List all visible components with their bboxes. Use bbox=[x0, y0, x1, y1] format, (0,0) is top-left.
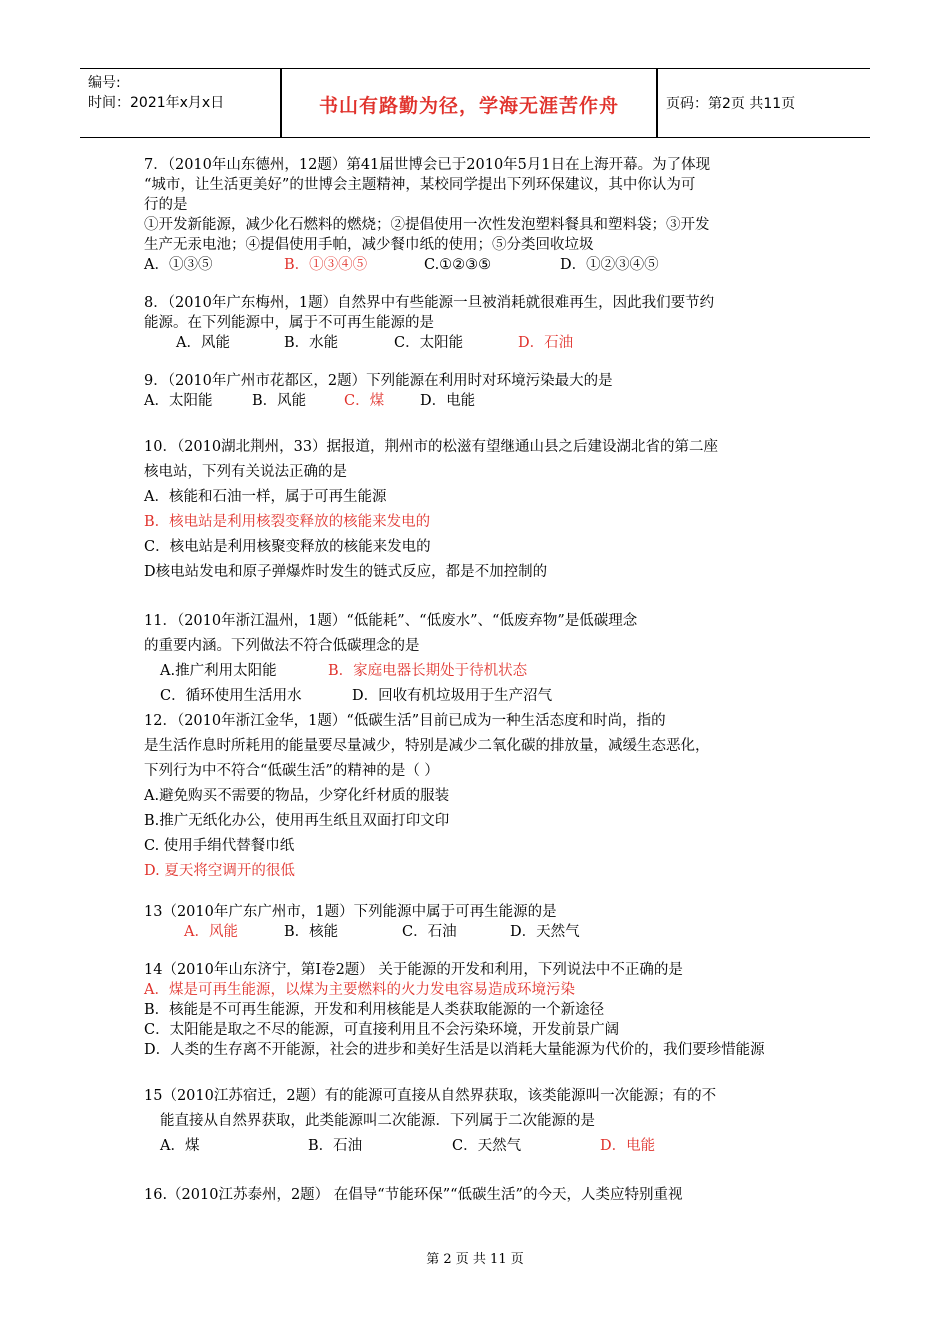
option-row bbox=[144, 1134, 816, 1159]
option-d: D．①②③④⑤ bbox=[560, 257, 659, 273]
question-stem: 能源。在下列能源中，属于不可再生能源的是 bbox=[144, 315, 434, 331]
question-10 bbox=[144, 435, 816, 585]
option-b-answer: B．核电站是利用核裂变释放的核能来发电的 bbox=[144, 514, 431, 530]
question-stem: 14（2010年山东济宁，第Ⅰ卷2题） 关于能源的开发和利用，下列说法中不正确的是 bbox=[144, 962, 683, 978]
option-d-answer: D．电能 bbox=[600, 1138, 656, 1154]
option-row bbox=[144, 922, 816, 942]
page-footer: 第 2 页 共 11 页 bbox=[426, 1252, 524, 1267]
question-stem: 的重要内涵。下列做法不符合低碳理念的是 bbox=[144, 638, 420, 654]
question-stem: 15（2010江苏宿迁，2题）有的能源可直接从自然界获取，该类能源叫一次能源；有的不 bbox=[144, 1088, 717, 1104]
question-12 bbox=[144, 709, 816, 884]
question-stem: 下列行为中不符合“低碳生活”的精神的是（ ） bbox=[144, 763, 439, 779]
option-c: C．天然气 bbox=[452, 1138, 522, 1154]
option-a: A.推广利用太阳能 bbox=[160, 663, 277, 679]
option-row bbox=[144, 333, 816, 353]
option-c: C．核电站是利用核聚变释放的核能来发电的 bbox=[144, 539, 431, 555]
option-row bbox=[144, 391, 816, 411]
question-stem: ①开发新能源，减少化石燃料的燃烧；②提倡使用一次性发泡塑料餐具和塑料袋；③开发 bbox=[144, 217, 710, 233]
option-d-answer: D．石油 bbox=[518, 335, 574, 351]
question-stem: 核电站，下列有关说法正确的是 bbox=[144, 464, 347, 480]
option-d: D．回收有机垃圾用于生产沼气 bbox=[352, 688, 553, 704]
page-header bbox=[80, 68, 870, 138]
header-page-info: 页码：第2页 共11页 bbox=[666, 96, 796, 112]
option-d-answer: D. 夏天将空调开的很低 bbox=[144, 863, 295, 879]
question-stem: 行的是 bbox=[144, 197, 188, 213]
option-row bbox=[144, 255, 816, 275]
option-a: A．煤 bbox=[160, 1138, 200, 1154]
question-16 bbox=[144, 1183, 816, 1208]
option-d: D．天然气 bbox=[510, 924, 580, 940]
question-stem: 11．（2010年浙江温州，1题）“低能耗”、“低废水”、“低废弃物”是低碳理念 bbox=[144, 613, 638, 629]
option-d: D核电站发电和原子弹爆炸时发生的链式反应，都是不加控制的 bbox=[144, 564, 548, 580]
header-motto: 书山有路勤为径，学海无涯苦作舟 bbox=[318, 95, 619, 117]
option-c: C．循环使用生活用水 bbox=[160, 688, 302, 704]
question-14 bbox=[144, 960, 816, 1060]
option-a: A．①③⑤ bbox=[144, 257, 213, 273]
question-15 bbox=[144, 1084, 816, 1159]
option-a-answer: A．风能 bbox=[184, 924, 238, 940]
question-stem: 是生活作息时所耗用的能量要尽量减少，特别是减少二氧化碳的排放量，减缓生态恶化， bbox=[144, 738, 710, 754]
question-stem: 13（2010年广东广州市，1题）下列能源中属于可再生能源的是 bbox=[144, 904, 557, 920]
header-divider bbox=[656, 69, 658, 137]
option-d: D．人类的生存离不开能源，社会的进步和美好生活是以消耗大量能源为代价的，我们要珍惜能源 bbox=[144, 1042, 765, 1058]
option-b: B．核能是不可再生能源，开发和利用核能是人类获取能源的一个新途径 bbox=[144, 1002, 605, 1018]
question-13 bbox=[144, 902, 816, 942]
option-b: B．水能 bbox=[284, 335, 339, 351]
option-b-answer: B．①③④⑤ bbox=[284, 257, 368, 273]
option-c: C.①②③⑤ bbox=[424, 257, 492, 273]
question-11 bbox=[144, 609, 816, 709]
option-a: A．太阳能 bbox=[144, 393, 213, 409]
option-b: B.推广无纸化办公，使用再生纸且双面打印文印 bbox=[144, 813, 450, 829]
question-stem: 16.（2010江苏泰州，2题） 在倡导“节能环保”“低碳生活”的今天，人类应特别重视 bbox=[144, 1187, 683, 1203]
option-row bbox=[144, 659, 816, 684]
question-stem: 12．（2010年浙江金华，1题）“低碳生活”目前已成为一种生活态度和时尚，指的 bbox=[144, 713, 666, 729]
time-label: 时间：2021年x月x日 bbox=[88, 95, 225, 111]
option-c: C．石油 bbox=[402, 924, 457, 940]
question-list bbox=[144, 155, 816, 1208]
option-a-answer: A．煤是可再生能源，以煤为主要燃料的火力发电容易造成环境污染 bbox=[144, 982, 575, 998]
option-a: A.避免购买不需要的物品，少穿化纤材质的服装 bbox=[144, 788, 450, 804]
option-b: B．核能 bbox=[284, 924, 339, 940]
number-label: 编号: bbox=[88, 75, 121, 91]
question-stem: 能直接从自然界获取，此类能源叫二次能源．下列属于二次能源的是 bbox=[160, 1113, 595, 1129]
header-meta bbox=[88, 73, 224, 113]
option-b-answer: B．家庭电器长期处于待机状态 bbox=[328, 663, 528, 679]
option-c: C. 使用手绢代替餐巾纸 bbox=[144, 838, 295, 854]
question-9 bbox=[144, 371, 816, 411]
question-stem: 7．（2010年山东德州，12题）第41届世博会已于2010年5月1日在上海开幕。为了体现 bbox=[144, 157, 711, 173]
question-8 bbox=[144, 293, 816, 353]
option-c: C．太阳能 bbox=[394, 335, 464, 351]
option-row bbox=[144, 684, 816, 709]
option-c-answer: C．煤 bbox=[344, 393, 385, 409]
option-d: D．电能 bbox=[420, 393, 476, 409]
question-stem: “城市，让生活更美好”的世博会主题精神，某校同学提出下列环保建议，其中你认为可 bbox=[144, 177, 696, 193]
option-b: B．石油 bbox=[308, 1138, 363, 1154]
question-stem: 9．（2010年广州市花都区，2题）下列能源在利用时对环境污染最大的是 bbox=[144, 373, 613, 389]
option-c: C．太阳能是取之不尽的能源，可直接利用且不会污染环境，开发前景广阔 bbox=[144, 1022, 620, 1038]
question-stem: 10．（2010湖北荆州，33）据报道，荆州市的松滋有望继通山县之后建设湖北省的第二座 bbox=[144, 439, 719, 455]
option-a: A．风能 bbox=[176, 335, 230, 351]
question-stem: 8．（2010年广东梅州，1题）自然界中有些能源一旦被消耗就很难再生，因此我们要节约 bbox=[144, 295, 715, 311]
option-b: B．风能 bbox=[252, 393, 307, 409]
option-a: A．核能和石油一样，属于可再生能源 bbox=[144, 489, 387, 505]
question-7 bbox=[144, 155, 816, 275]
question-stem: 生产无汞电池；④提倡使用手帕，减少餐巾纸的使用；⑤分类回收垃圾 bbox=[144, 237, 594, 253]
